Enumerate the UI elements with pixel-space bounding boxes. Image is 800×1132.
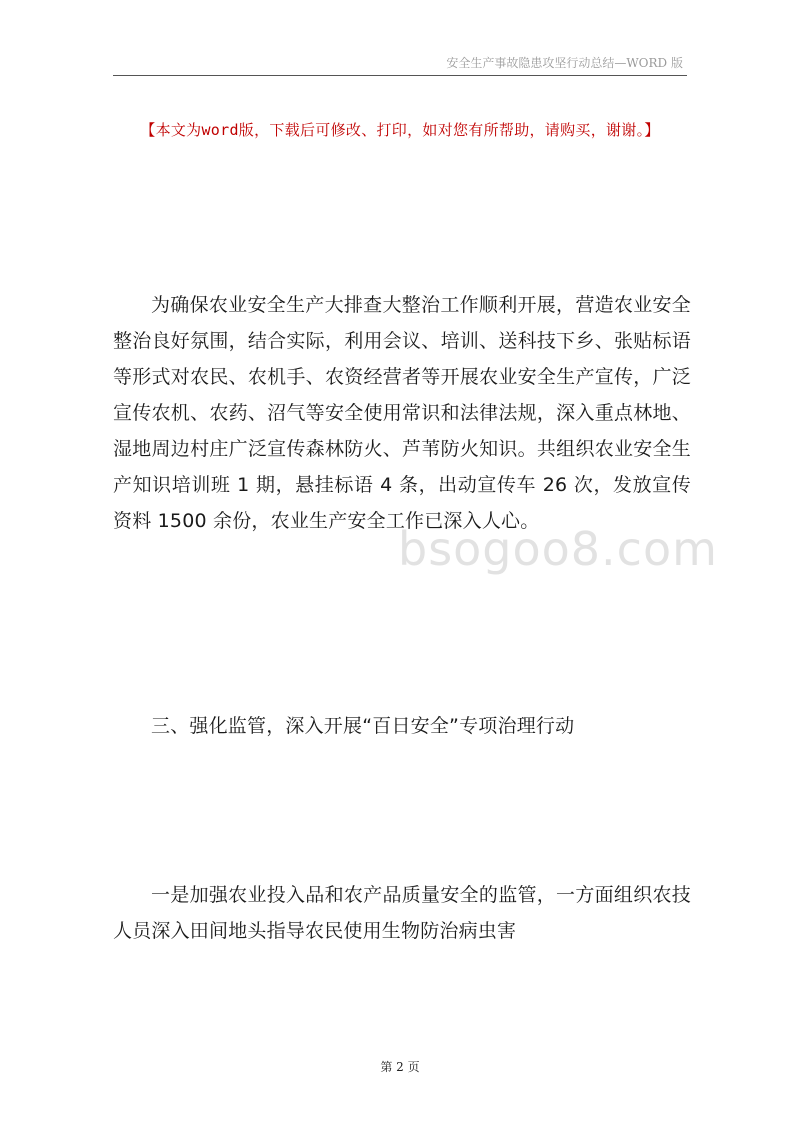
- header-title: 安全生产事故隐患攻坚行动总结—WORD 版: [446, 56, 683, 70]
- download-notice: 【本文为word版，下载后可修改、打印，如对您有所帮助，请购买，谢谢。】: [140, 121, 660, 139]
- header-divider: [113, 75, 687, 76]
- section-heading-3: 三、强化监管，深入开展“百日安全”专项治理行动: [151, 715, 575, 737]
- watermark: bsogoo8.com: [398, 522, 718, 576]
- page-number: 第 2 页: [380, 1060, 420, 1074]
- body-paragraph-2: 一是加强农业投入品和农产品质量安全的监管，一方面组织农技人员深入田间地头指导农民使用生物防治病虫害: [113, 884, 691, 942]
- body-paragraph-1: 为确保农业安全生产大排查大整治工作顺利开展，营造农业安全整治良好氛围，结合实际，利用会议、培训、送科技下乡、张贴标语等形式对农民、农机手、农资经营者等开展农业安全生产宣传，广泛宣传农机、农药、沼气等安全使用常识和法律法规，深入重点林地、湿地周边村庄广泛宣传森林防火、芦苇防火知识。共组织农业安全生产知识培训班 1 期，悬挂标语 4 条，出动宣传车 26 次，发放宣传资料 1500 余份，农业生产安全工作已深入人心。: [113, 294, 691, 532]
